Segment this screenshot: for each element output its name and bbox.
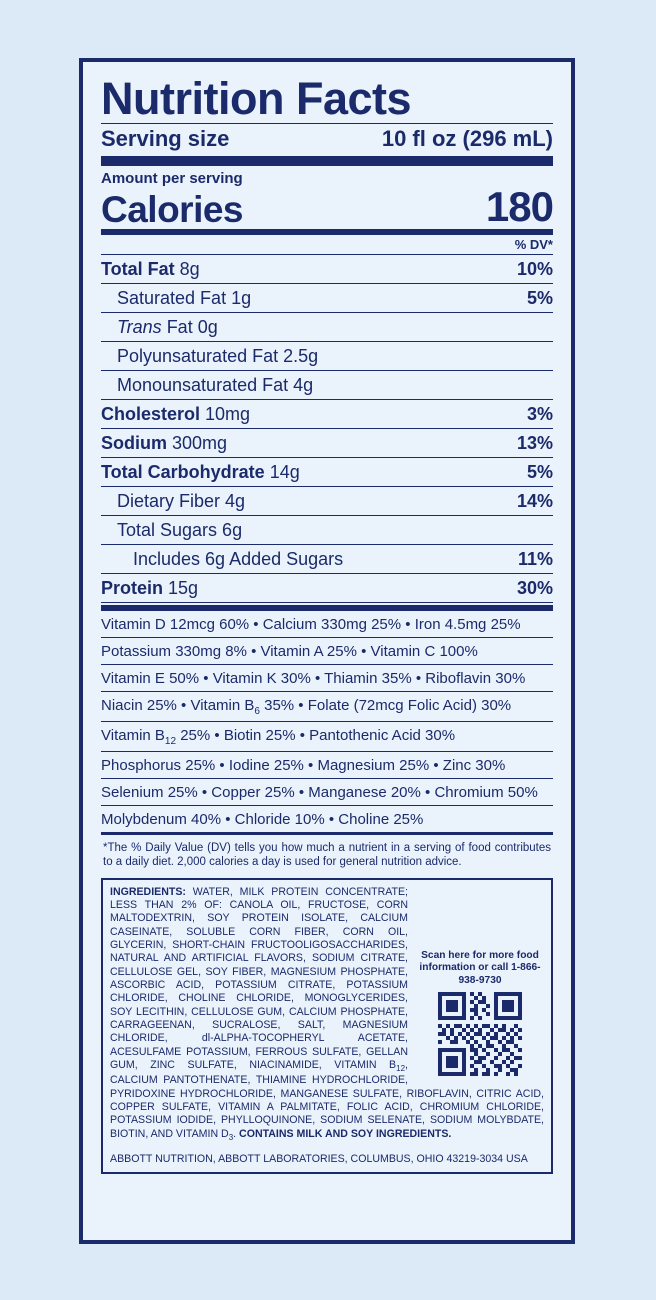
- serving-size-row: [101, 124, 553, 156]
- nutrient-daily-value: 5%: [526, 461, 553, 482]
- ingredients-body: WATER, MILK PROTEIN CONCENTRATE; LESS THAN 2% OF: CANOLA OIL, FRUCTOSE, CORN MALTODEXTRIN, SOY PROTEIN ISOLATE, CALCIUM CASEINATE, SOLUBLE CORN FIBER, CORN OIL, GLYCERIN, SHORT-CHAIN FRUCTOOLIGOSACCHARIDES, NATURAL AND ARTIFICIAL FLAVORS, SODIUM CITRATE, CELLULOSE GEL, SOY FIBER, MAGNESIUM PHOSPHATE, ASCORBIC ACID, POTASSIUM CITRATE, POTASSIUM CHLORIDE, CHOLINE CHLORIDE, MONOGLYCERIDES, SOY LECITHIN, CELLULOSE GUM, CALCIUM PHOSPHATE, CARRAGEENAN, SUCRALOSE, SALT, MAGNESIUM CHLORIDE, dl-ALPHA-TOCOPHERYL ACETATE, ACESULFAME POTASSIUM, FERROUS SULFATE, GELLAN GUM, ZINC SULFATE, NIACINAMIDE, VITAMIN $B_{12}$, CALCIUM PANTOTHENATE, THIAMINE HYDROCHLORIDE, PYRIDOXINE HYDROCHLORIDE, MANGANESE SULFATE, RIBOFLAVIN, CITRIC ACID, COPPER SULFATE, VITAMIN A PALMITATE, FOLIC ACID, CHROMIUM CHLORIDE, POTASSIUM IODIDE, PHYLLOQUINONE, SODIUM SELENATE, SODIUM MOLYBDATE, BIOTIN, AND VITAMIN $D_3$.: [110, 885, 544, 1142]
- nutrient-daily-value: 10%: [516, 258, 553, 279]
- micronutrient-row: Vitamin E 50% • Vitamin K 30% • Thiamin 35% • Riboflavin 30%: [101, 665, 553, 692]
- nutrient-row: [101, 342, 553, 371]
- nutrient-row: [101, 545, 553, 574]
- nutrient-name: Sodium 300mg: [101, 432, 228, 453]
- nutrient-daily-value: 3%: [526, 403, 553, 424]
- nutrient-name: Includes 6g Added Sugars: [133, 548, 344, 569]
- nutrient-daily-value: 5%: [526, 287, 553, 308]
- qr-code-icon[interactable]: [438, 992, 522, 1076]
- nutrient-row: [101, 313, 553, 342]
- daily-value-header: % DV*: [514, 236, 553, 252]
- serving-size-label: Serving size: [101, 126, 230, 151]
- nutrient-name: Cholesterol 10mg: [101, 403, 251, 424]
- serving-divider: [101, 156, 553, 166]
- nutrient-row: [101, 574, 553, 603]
- allergen-statement: CONTAINS MILK AND SOY INGREDIENTS.: [239, 1127, 452, 1140]
- nutrient-name: Monounsaturated Fat 4g: [117, 374, 314, 395]
- micronutrient-row: Niacin 25% • Vitamin $B_6$ 35% • Folate (72mcg Folic Acid) 30%: [101, 692, 553, 722]
- nutrient-daily-value: 14%: [516, 490, 553, 511]
- serving-size-value: 10 fl oz (296 mL): [381, 126, 553, 151]
- nutrient-daily-value: 13%: [516, 432, 553, 453]
- calories-row: [101, 183, 553, 230]
- nutrient-daily-value: 30%: [516, 577, 553, 598]
- qr-caption: Scan here for more food information or call 1-866-938-9730: [419, 949, 541, 987]
- nutrient-row: [101, 429, 553, 458]
- micronutrient-row: Molybdenum 40% • Chloride 10% • Choline 25%: [101, 810, 424, 828]
- nutrition-facts-panel: [79, 58, 575, 1244]
- amount-per-serving-label: Amount per serving: [101, 170, 243, 187]
- nutrient-row: [101, 255, 553, 284]
- nutrient-row: [101, 458, 553, 487]
- nutrient-name: Protein 15g: [101, 577, 199, 598]
- nutrient-row: [101, 487, 553, 516]
- ingredients-box: [101, 878, 553, 1174]
- nutrient-name: Polyunsaturated Fat 2.5g: [117, 345, 319, 366]
- ingredients-heading: INGREDIENTS:: [110, 885, 186, 898]
- nutrient-name: Total Sugars 6g: [117, 519, 243, 540]
- nutrient-name: Dietary Fiber 4g: [117, 490, 246, 511]
- calories-value: 180: [485, 183, 553, 230]
- micronutrient-list: [101, 611, 553, 832]
- nutrient-row: [101, 284, 553, 313]
- nutrient-name: Trans Fat 0g: [117, 316, 218, 337]
- nutrient-name: Saturated Fat 1g: [117, 287, 252, 308]
- micronutrient-row: Potassium 330mg 8% • Vitamin A 25% • Vitamin C 100%: [101, 638, 553, 665]
- nutrient-row: [101, 516, 553, 545]
- daily-value-footnote: *The % Daily Value (DV) tells you how much a nutrient in a serving of food contributes to a daily diet. 2,000 calories a day is used for general nutrition advice.: [103, 841, 551, 869]
- nutrient-row: [101, 400, 553, 429]
- nutrient-row: [101, 371, 553, 400]
- nutrient-daily-value: 11%: [517, 548, 553, 569]
- nutrient-name: Total Fat 8g: [101, 258, 200, 279]
- micronutrient-row: Vitamin $B_{12}$ 25% • Biotin 25% • Pantothenic Acid 30%: [101, 722, 553, 752]
- micronutrient-row: Vitamin D 12mcg 60% • Calcium 330mg 25% • Iron 4.5mg 25%: [101, 611, 553, 638]
- nutrient-list: [101, 255, 553, 603]
- calories-label: Calories: [101, 188, 244, 230]
- manufacturer-address: ABBOTT NUTRITION, ABBOTT LABORATORIES, COLUMBUS, OHIO 43219-3034 USA: [110, 1152, 528, 1165]
- page-title: Nutrition Facts: [101, 73, 412, 124]
- qr-block: [416, 950, 544, 1076]
- nutrient-name: Total Carbohydrate 14g: [101, 461, 300, 482]
- micronutrient-row: Selenium 25% • Copper 25% • Manganese 20% • Chromium 50%: [101, 779, 553, 806]
- micronutrient-row: Phosphorus 25% • Iodine 25% • Magnesium 25% • Zinc 30%: [101, 752, 553, 779]
